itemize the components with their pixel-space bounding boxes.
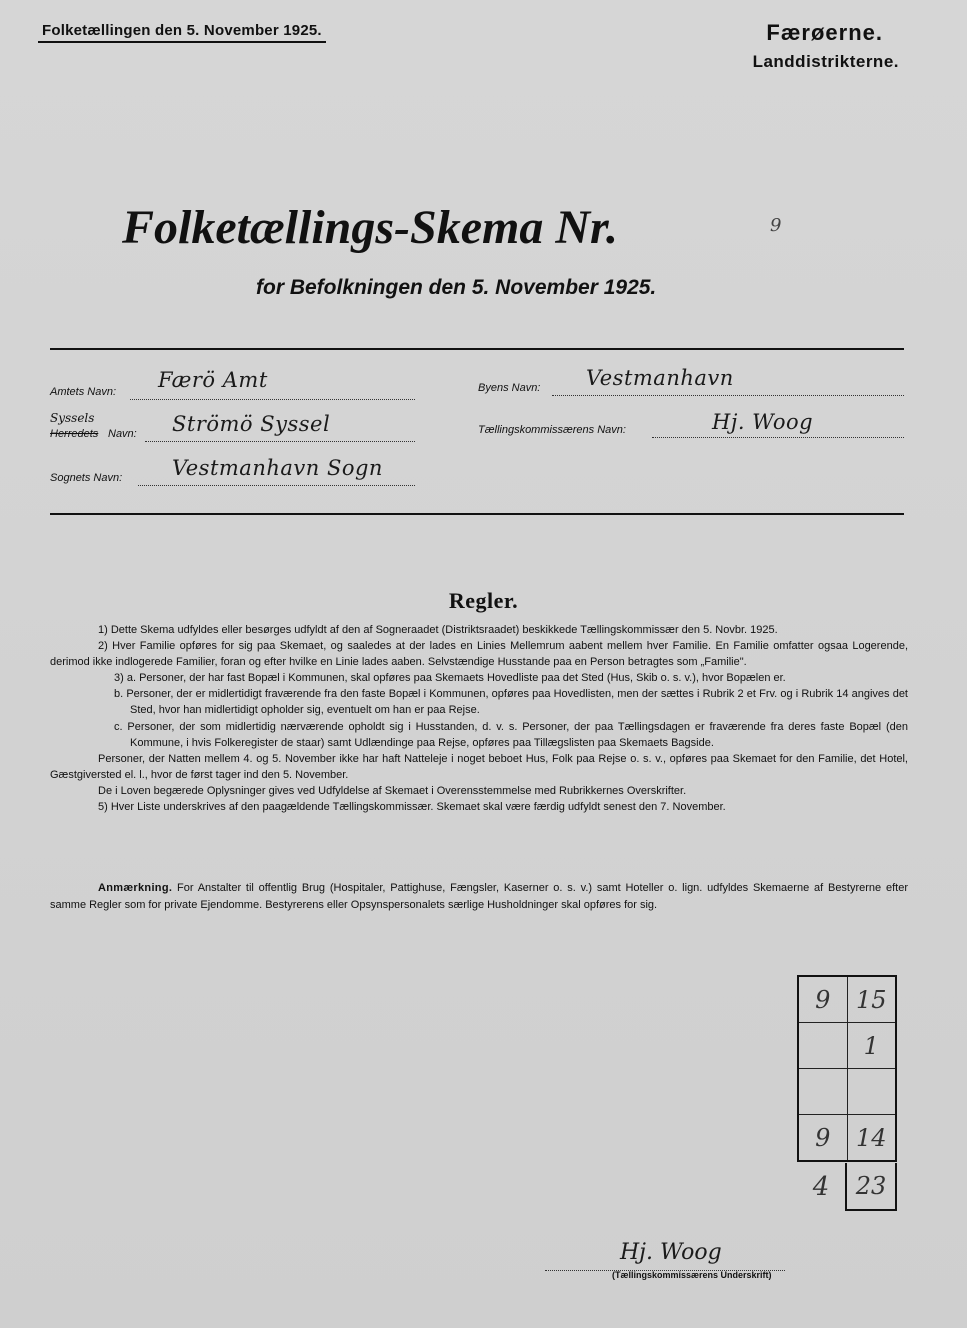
annotation-note [50,880,908,914]
byen-label: Byens Navn: [478,382,541,394]
kommissaer-value: Hj. Woog [712,410,814,434]
kommissaer-label: Tællingskommissærens Navn: [478,424,626,436]
rule-3b: b. Personer, der er midlertidigt fraværende fra den faste Bopæl i Kommunen, opføres paa Hovedlisten, men der sættes i Rubrik 2 et Frv. og i Rubrik 14 angives det Sted, hvor han midlertidigt opholder sig, eventuelt om han er paa Rejse. [114,688,908,717]
rule-3a: 3) a. Personer, der har fast Bopæl i Kommunen, skal opføres paa Skemaets Hovedliste paa det Sted (Hus, Skib o. s. v.), hvor Bopælen er. [114,672,786,685]
tally-row [799,1023,895,1069]
sogn-line [138,484,415,486]
amt-line [130,398,415,400]
byen-value: Vestmanhavn [586,366,734,390]
herred-line [145,440,415,442]
tally-cell: 9 [815,985,831,1014]
district-header: Landdistrikterne. [752,52,899,71]
syssel-label-handwritten: Syssels [50,411,95,425]
tally-row [799,1069,895,1115]
tally-row [799,977,895,1023]
tally-cell [799,1023,847,1068]
rule-3c: c. Personer, der som midlertidig nærværende opholdt sig i Husstanden, d. v. s. Personer, der paa Tællingsdagen er fraværende fra deres faste Bopæl (den Kommune, i hvis Folkeregister de staar) samt Udlændinge paa Rejse, opføres paa Tillægslisten paa Skemaets Bagside. [114,720,908,749]
rule-loven: De i Loven begærede Oplysninger gives ved Udfyldelse af Skemaet i Overensstemmelse med Rubrikkernes Overskrifter. [98,784,687,797]
byen-line [552,394,904,396]
amt-label: Amtets Navn: [50,386,117,398]
tally-total-right: 23 [845,1163,897,1211]
tally-cell [799,1069,847,1114]
sogn-value: Vestmanhavn Sogn [172,456,383,480]
note-lead: Anmærkning. [98,882,173,894]
rule-2: 2) Hver Familie opføres for sig paa Skemaet, og saaledes at der lades en Linies Mellemrum aabent mellem hver Familie. En Familie omfatter ogsaa Logerende, derimod ikke indlogerede Familier, foran og efter hvilke en Linie lades aaben. Selvstændige Husstande paa en Person betragtes som „Familie". [50,640,908,669]
tally-cell [847,1069,896,1114]
form-number: 9 [770,215,782,236]
rule-5: 5) Hver Liste underskrives af den paagældende Tællingskommissær. Skemaet skal være færdig udfyldt senest den 7. November. [98,801,726,814]
rules-list [50,622,908,815]
top-divider [50,348,904,350]
note-text: For Anstalter til offentlig Brug (Hospitaler, Pattighuse, Fængsler, Kaserner o. s. v.) samt Hoteller o. lign. udfyldes Skemaerne af Bestyrerne efter samme Regler som for private Ejendomme. Bestyrerens eller Opsynspersonalets særlige Husholdninger skal opføres for sig. [50,882,908,911]
tally-total-left: 4 [812,1172,830,1202]
kommissaer-line [652,436,904,438]
census-date-header: Folketællingen den 5. November 1925. [38,22,326,43]
signature-caption: (Tællingskommissærens Underskrift) [612,1270,772,1280]
fields-divider [50,513,904,515]
tally-cell: 9 [815,1123,831,1152]
tally-cell: 1 [847,1023,896,1068]
rules-title: Regler. [448,588,519,613]
tally-row [799,1115,895,1160]
amt-value: Færö Amt [158,368,268,392]
rule-4: Personer, der Natten mellem 4. og 5. November ikke har haft Natteleje i noget beboet Hus, Folk paa Rejse o. s. v., opføres paa Skemaet for den Familie, det Hotel, Gæstgiversted el. l., hvor de først tager ind den 5. November. [50,752,908,781]
herred-value: Strömö Syssel [172,412,331,436]
tally-cell: 15 [847,977,896,1022]
tally-box [797,975,897,1162]
sogn-label: Sognets Navn: [50,472,123,484]
region-header: Færøerne. [766,20,883,45]
rule-1: 1) Dette Skema udfyldes eller besørges udfyldt af den af Sogneraadet (Distriktsraadet) beskikkede Tællingskommissær den 5. Novbr. 1925. [98,624,778,636]
herred-label-suffix: Navn: [108,428,137,440]
form-title: Folketællings-Skema Nr. [122,201,619,254]
form-subtitle: for Befolkningen den 5. November 1925. [256,276,657,299]
signature-handwritten: Hj. Woog [620,1240,722,1265]
tally-cell: 14 [847,1115,896,1160]
herred-label-struck: Herredets [50,428,99,440]
